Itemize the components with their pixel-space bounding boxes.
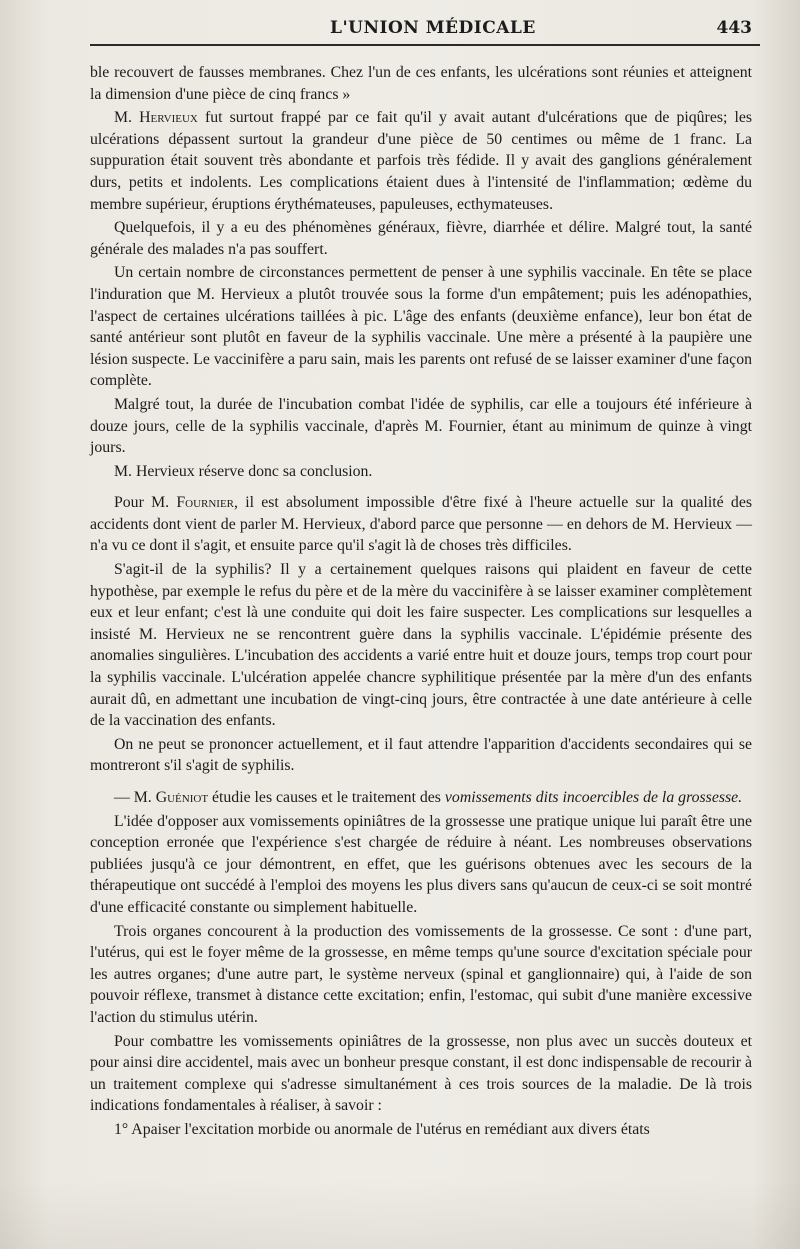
article-body — [90, 62, 752, 1143]
speaker-name: Guéniot — [155, 789, 209, 806]
paragraph-10-pre: — M. — [114, 789, 156, 806]
paragraph-10-mid: étudie les causes et le traitement des — [208, 789, 445, 806]
paragraph-1: ble recouvert de fausses membranes. Chez l'un de ces enfants, les ulcérations sont réunies et atteignent la dimension d'une pièce de cinq francs » — [90, 64, 752, 103]
paragraph-6: M. Hervieux réserve donc sa conclusion. — [114, 462, 373, 480]
journal-title: L'UNION MÉDICALE — [330, 18, 536, 38]
paragraph-11: L'idée d'opposer aux vomissements opiniâtres de la grossesse une pratique unique lui paraît être une conception erronée que l'expérience s'est chargée de réduire à néant. Les nombreuses observations publiées jusqu'à ce jour démontrent, en effet, que les guérisons obtenues avec les secours de la thérapeutique ont succédé à l'emploi des moyens les plus divers sans qu'aucun de ceux-ci se soit montré d'une efficacité constante ou simplement habituelle. — [90, 812, 752, 916]
paragraph-3: Quelquefois, il y a eu des phénomènes généraux, fièvre, diarrhée et délire. Malgré tout, la santé générale des malades n'a pas souffert. — [90, 219, 752, 258]
paragraph-10 — [90, 787, 752, 809]
running-header — [90, 18, 760, 46]
paragraph-2 — [90, 107, 752, 215]
speaker-name: Fournier — [176, 494, 235, 512]
paragraph-8: S'agit-il de la syphilis? Il y a certainement quelques raisons qui plaident en faveur de cette hypothèse, par exemple le refus du père et de la mère du vaccinifère à se laisser examiner complètement eux et leur enfant; c'est là une conduite qui doit les faire suspecter. Les complications sur lesquelles a insisté M. Hervieux ne se rencontrent guère dans la syphilis vaccinale. L'épidémie présente des anomalies singulières. L'incubation des accidents a varié entre huit et douze jours, temps trop court pour la syphilis vaccinale. L'ulcération appelée chancre syphilitique présentée par la mère d'un des enfants aurait dû, en admettant une incubation de vingt-cinq jours, être contractée à une date antérieure à celle de la vaccination des enfants. — [90, 561, 752, 730]
paragraph-4: Un certain nombre de circonstances permettent de penser à une syphilis vaccinale. En tête se place l'induration que M. Hervieux a plutôt trouvée sous la forme d'un empâtement; puis les adénopathies, l'aspect de certaines ulcérations taillées à pic. L'âge des enfants (deuxième enfance), leur bon état de santé antérieur sont plutôt en faveur de la syphilis vaccinale. Une mère a présenté à la paupière une lésion suspecte. Le vaccinifère a paru sain, mais les parents ont refusé de se laisser examiner d'une façon complète. — [90, 264, 752, 390]
paragraph-9: On ne peut se prononcer actuellement, et il faut attendre l'apparition d'accidents secondaires qui se montreront s'il s'agit de syphilis. — [90, 735, 752, 775]
paragraph-7-pre: Pour M. — [114, 494, 177, 512]
paragraph-7-text: , il est absolument impossible d'être fixé à l'heure actuelle sur la qualité des accidents dont vient de parler M. Hervieux, d'abord parce que personne — en dehors de M. Hervieux — n'a vu ce dont il s'agit, et ensuite parce qu'il s'agit là de choses très difficiles. — [90, 494, 752, 555]
paragraph-12: Trois organes concourent à la production des vomissements de la grossesse. Ce sont : d'une part, l'utérus, qui est le foyer même de la grossesse, en même temps qu'une source d'excitation spéciale pour les autres organes; d'une autre part, le système nerveux (spinal et ganglionnaire) qui, à l'aide de son pouvoir réflexe, transmet à distance cette excitation; enfin, l'estomac, qui subit d'une manière excessive l'action du stimulus utérin. — [90, 922, 752, 1026]
paragraph-13: Pour combattre les vomissements opiniâtres de la grossesse, non plus avec un succès douteux et pour ainsi dire accidentel, mais avec un bonheur presque constant, il est donc indispensable de recourir à un traitement complexe qui s'adresse simultanément à ces trois sources de la maladie. De là trois indications fondamentales à réaliser, à savoir : — [90, 1032, 752, 1115]
speaker-name: M. Hervieux — [114, 109, 198, 127]
topic-title: vomissements dits incoercibles de la grossesse. — [444, 789, 743, 806]
paragraph-14: 1° Apaiser l'excitation morbide ou anormale de l'utérus en remédiant aux divers états — [114, 1120, 650, 1138]
page-bottom-shade — [0, 1179, 800, 1249]
paragraph-2-text: fut surtout frappé par ce fait qu'il y avait autant d'ulcérations que de piqûres; les ulcérations dépassent surtout la grandeur d'une pièce de 50 centimes ou même de 1 franc. La suppuration était souvent très abondante et parfois très fédide. Il y avait des ganglions généralement durs, petits et indolents. Les complications étaient dues à l'intensité de l'inflammation; œdème du membre supérieur, éruptions érythémateuses, papuleuses, ecthymateuses. — [90, 109, 753, 213]
paragraph-7 — [90, 492, 752, 557]
page-number: 443 — [716, 18, 752, 38]
paragraph-5: Malgré tout, la durée de l'incubation combat l'idée de syphilis, car elle a toujours été inférieure à douze jours, celle de la syphilis vaccinale, d'après M. Fournier, étant au minimum de quinze à vingt jours. — [90, 395, 752, 457]
